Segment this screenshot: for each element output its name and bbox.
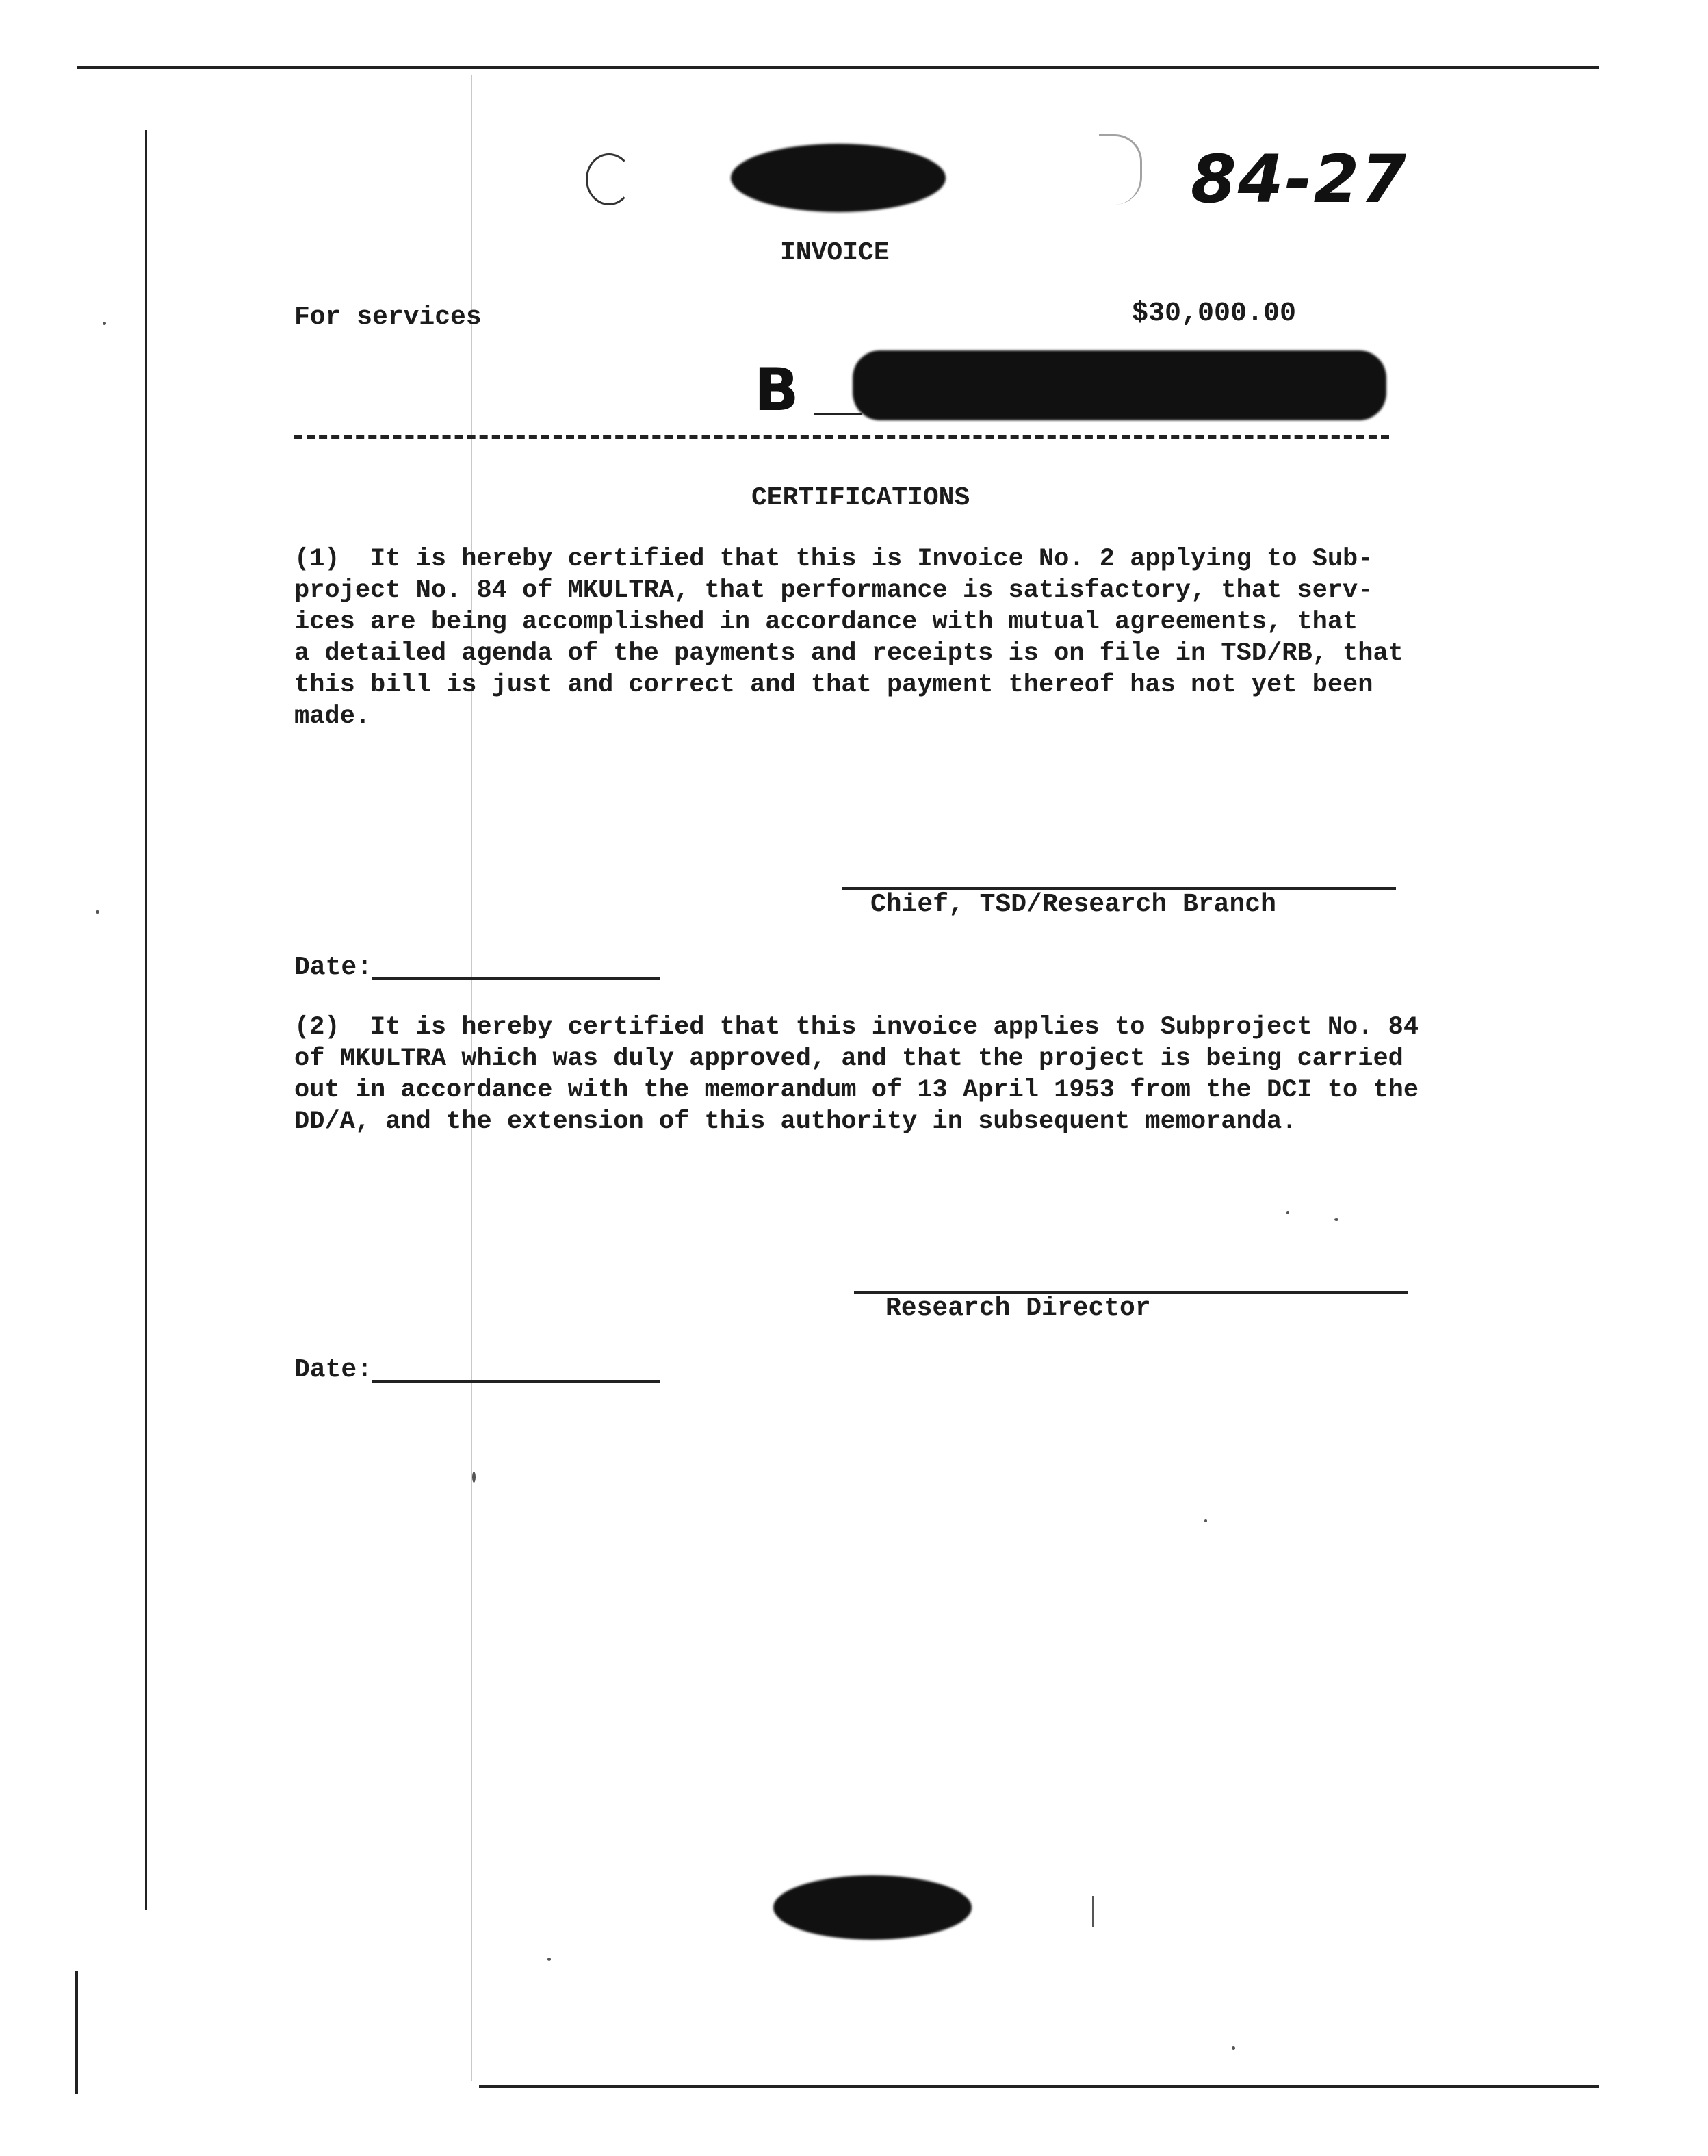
scan-speck xyxy=(103,322,106,325)
cert1-line: this bill is just and correct and that payment thereof has not yet been xyxy=(294,671,1373,700)
bottom-border-line xyxy=(479,2085,1599,2088)
scan-speck xyxy=(1286,1211,1289,1214)
scan-speck xyxy=(1334,1218,1338,1221)
scan-speck xyxy=(547,1958,551,1961)
cert1-line: a detailed agenda of the payments and receipts is on file in TSD/RB, that xyxy=(294,639,1403,668)
scan-speck xyxy=(96,910,99,914)
certification-1 xyxy=(294,543,1403,732)
cert1-line: made. xyxy=(294,702,371,731)
punch-hole-circle xyxy=(586,153,632,205)
signatory-2: Research Director xyxy=(885,1294,1151,1323)
scan-speck xyxy=(1232,2046,1235,2050)
cert1-line: ices are being accomplished in accordance with mutual agreements, that xyxy=(294,608,1358,637)
invoice-title: INVOICE xyxy=(780,238,890,268)
signatory-1: Chief, TSD/Research Branch xyxy=(870,890,1276,919)
cert2-line: DD/A, and the extension of this authority in subsequent memoranda. xyxy=(294,1107,1297,1136)
bottom-tick xyxy=(1092,1896,1094,1927)
top-border-line xyxy=(77,66,1599,69)
scan-speck xyxy=(472,1472,476,1483)
cert2-line: out in accordance with the memorandum of 13 April 1953 from the DCI to the xyxy=(294,1076,1419,1105)
certifications-heading: CERTIFICATIONS xyxy=(751,483,970,513)
payee-marker: B xyxy=(754,356,799,424)
section-separator xyxy=(294,435,1389,439)
cert2-line: (2) It is hereby certified that this invoice applies to Subproject No. 84 xyxy=(294,1013,1419,1042)
payee-underline xyxy=(814,413,862,415)
date-label-1: Date: xyxy=(294,953,373,982)
date-line-2 xyxy=(372,1380,660,1383)
left-edge-line xyxy=(75,1971,78,2094)
cert1-line: (1) It is hereby certified that this is Invoice No. 2 applying to Sub- xyxy=(294,545,1373,574)
certification-2 xyxy=(294,1012,1419,1138)
cert1-line: project No. 84 of MKULTRA, that performance is satisfactory, that serv- xyxy=(294,576,1373,605)
date-label-2: Date: xyxy=(294,1355,373,1385)
left-margin-line xyxy=(145,130,147,1910)
bracket-mark xyxy=(1099,134,1142,205)
redaction-payee xyxy=(853,350,1386,420)
services-label: For services xyxy=(294,303,482,332)
file-number: 84-27 xyxy=(1191,141,1408,218)
services-amount: $30,000.00 xyxy=(1132,298,1297,329)
redaction-bottom xyxy=(773,1875,972,1940)
cert2-line: of MKULTRA which was duly approved, and that the project is being carried xyxy=(294,1044,1403,1073)
date-line-1 xyxy=(372,977,660,980)
scan-speck xyxy=(1204,1519,1207,1522)
redaction-top xyxy=(731,144,946,212)
